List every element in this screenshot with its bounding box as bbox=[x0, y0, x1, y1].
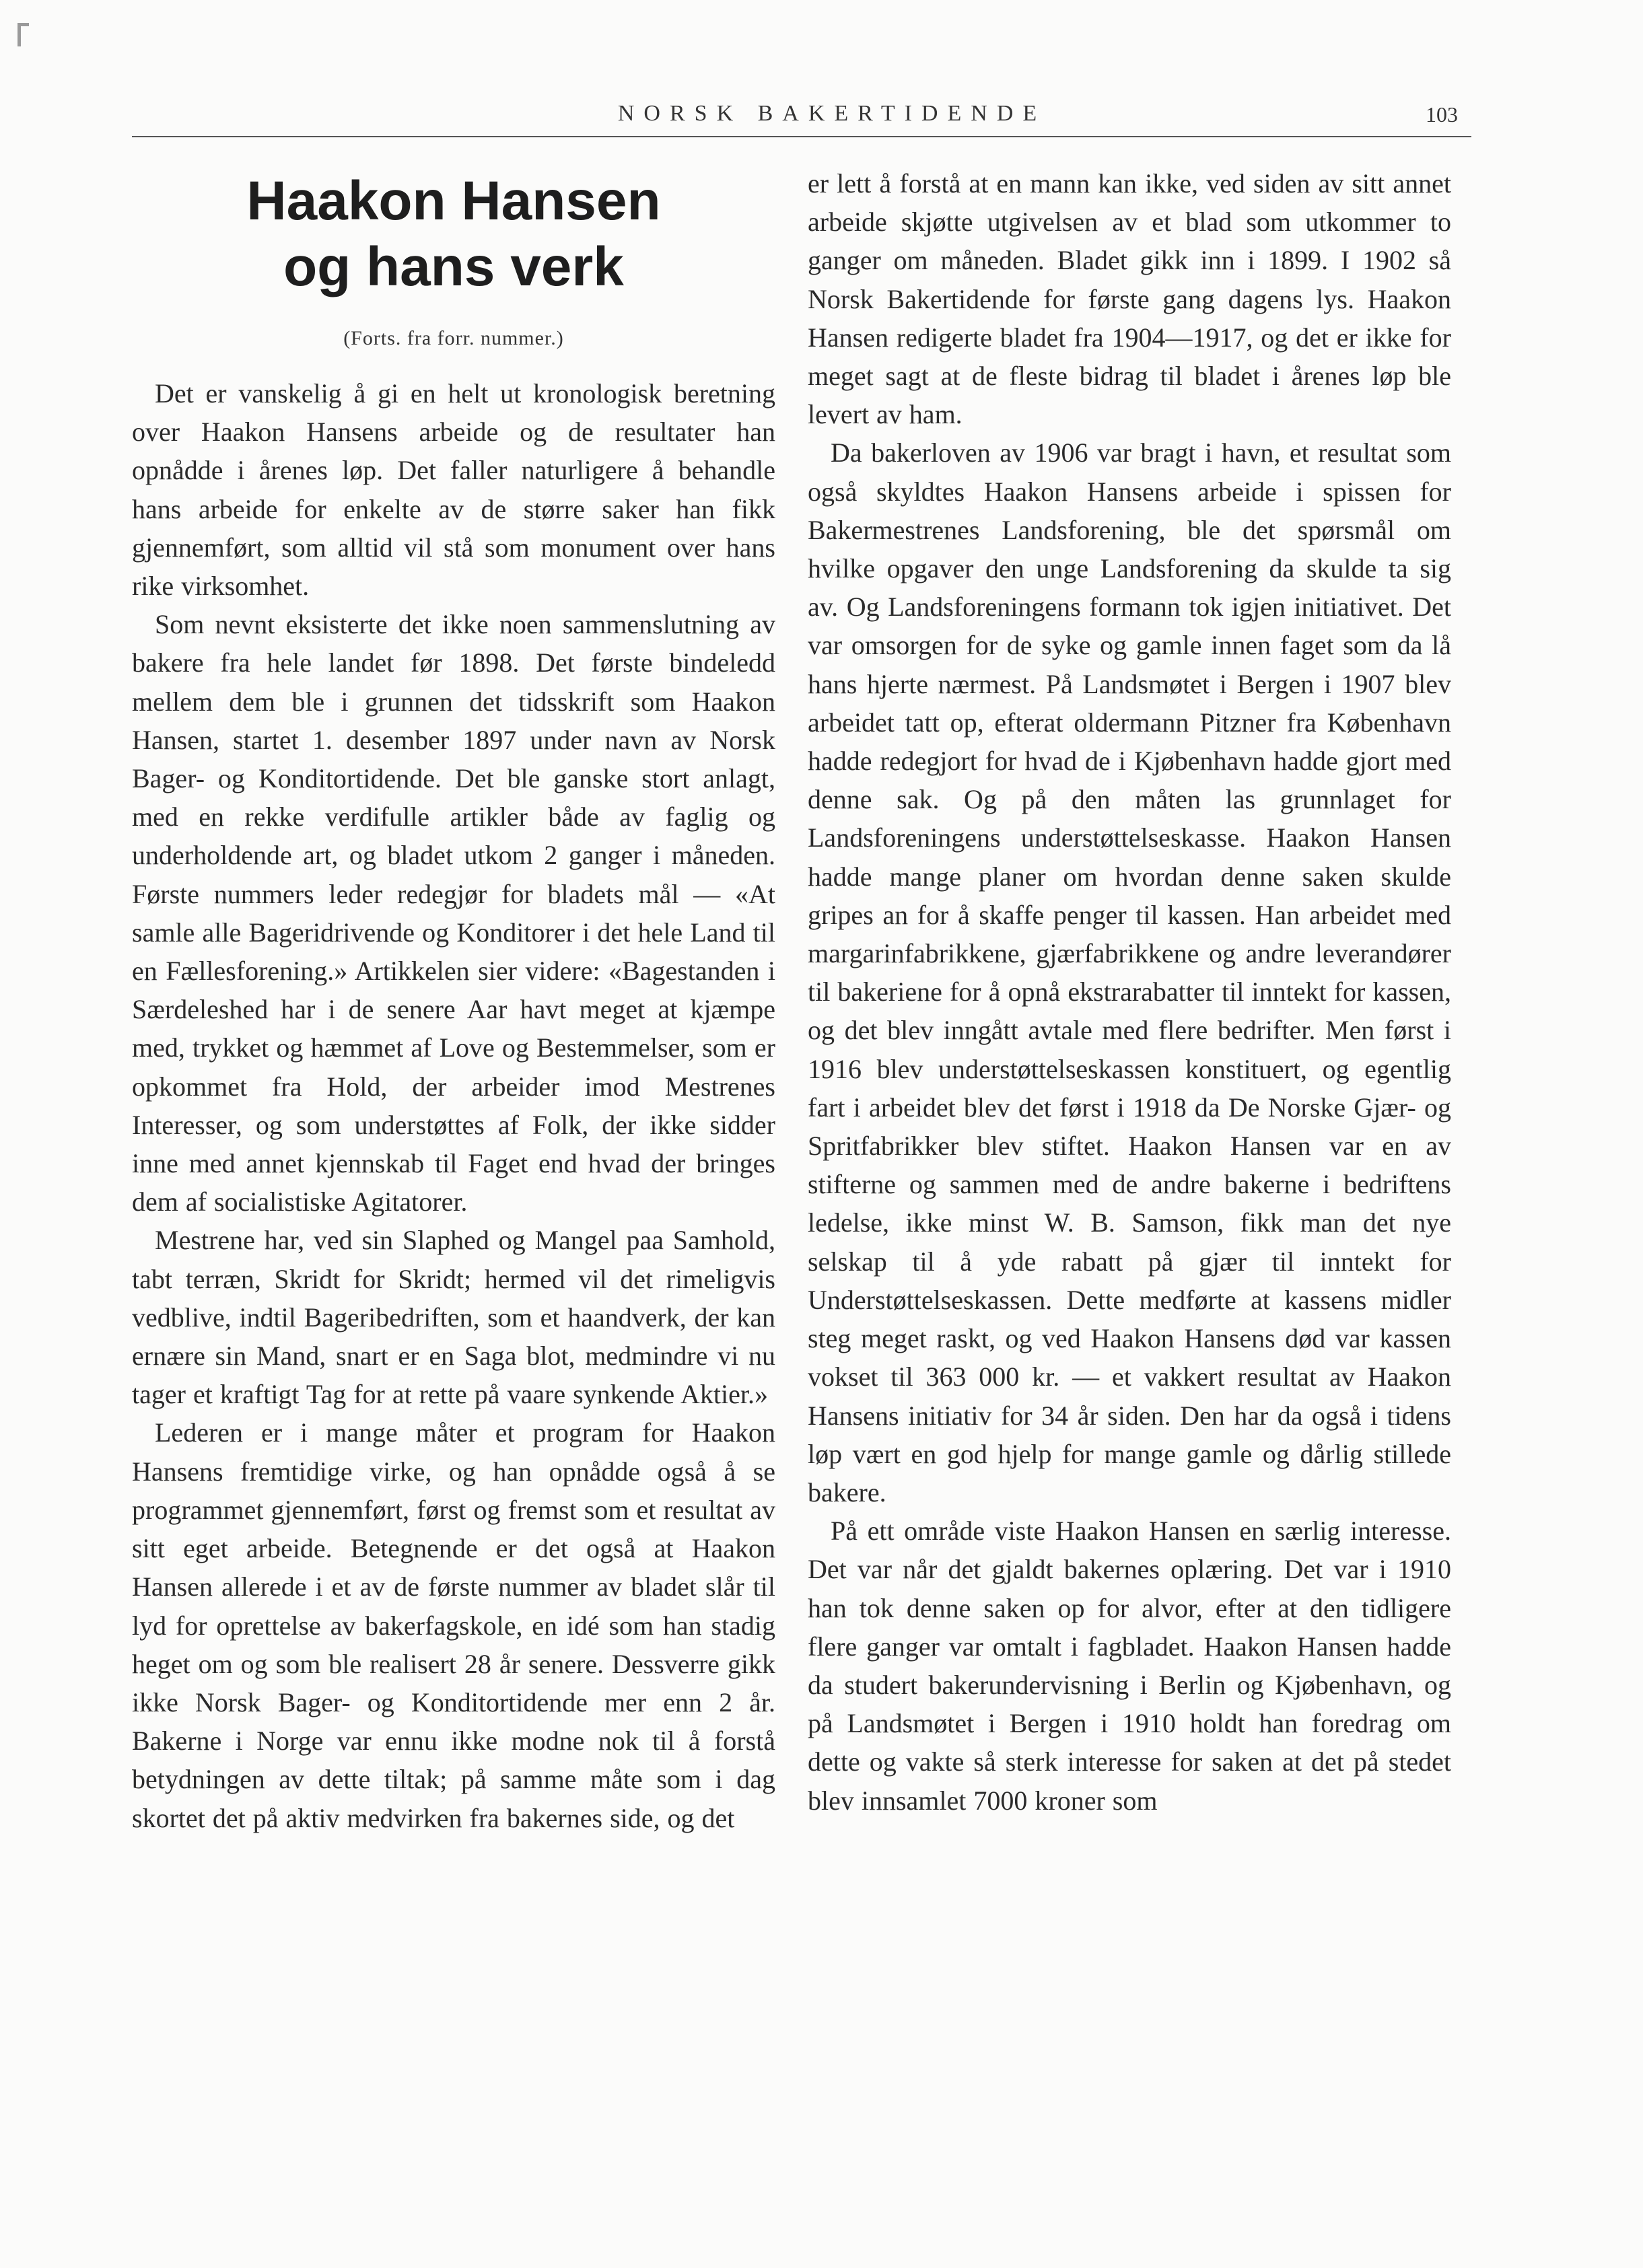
paragraph: På ett område viste Haakon Hansen en særlig interesse. Det var når det gjaldt bakernes oplæring. Det var i 1910 han tok denne saken op for alvor, efter at den tidligere flere ganger var omtalt i fagbladet. Haakon Hansen hadde da studert bakerundervisning i Berlin og Kjøbenhavn, og på Landsmøtet i Bergen i 1910 holdt han foredrag om dette og vakte så sterk interesse for saken at det på stedet blev innsamlet 7000 kroner som bbox=[808, 1516, 1451, 1816]
header-rule bbox=[132, 136, 1471, 137]
paragraph: Mestrene har, ved sin Slaphed og Mangel paa Samhold, tabt terræn, Skridt for Skridt; hermed vil det rimeligvis vedblive, indtil Bageribedriften, som et haandverk, der kan ernære sin Mand, snart er en Saga blot, medmindre vi nu tager et kraftigt Tag for at rette på vaare synkende Aktier.» bbox=[132, 1225, 775, 1410]
right-column bbox=[808, 164, 1451, 1820]
running-header bbox=[132, 101, 1478, 141]
paragraph: Da bakerloven av 1906 var bragt i havn, et resultat som også skyldtes Haakon Hansens arbeide i spissen for Bakermestrenes Landsforening, ble det spørsmål om hvilke opgaver den unge Landsforening da skulde ta sig av. Og Landsforeningens formann tok igjen initiativet. Det var omsorgen for de syke og gamle innen faget som da lå hans hjerte nærmest. På Landsmøtet i Bergen i 1907 blev arbeidet tatt op, efterat oldermann Pitzner fra København hadde redegjort for hvad de i Kjøbenhavn hadde gjort med denne sak. Og på den måten las grunnlaget for Landsforeningens understøttelseskasse. Haakon Hansen hadde mange planer om hvordan denne saken skulde gripes an for å skaffe penger til kassen. Han arbeidet med margarinfabrikkene, gjærfabrikkene og andre leverandører til bakeriene for å opnå ekstrarabatter til inntekt for kassen, og det blev inngått avtale med flere bedrifter. Men først i 1916 blev understøttelseskassen konstituert, og egentlig fart i arbeidet blev det først i 1918 da De Norske Gjær- og Spritfabrikker blev stiftet. Haakon Hansen var en av stifterne og sammen med de andre bakerne i bedriftens ledelse, ikke minst W. B. Samson, fikk man det nye selskap til å yde rabatt på gjær til inntekt for Understøttelseskassen. Dette medførte at kassens midler steg meget raskt, og ved Haakon Hansens død var kassen vokset til 363 000 kr. — et vakkert resultat av Haakon Hansens initiativ for 34 år siden. Den har da også i tidens løp vært en god hjelp for mange gamle og dårlig stillede bakere. bbox=[808, 437, 1451, 1508]
paragraph: Som nevnt eksisterte det ikke noen sammenslutning av bakere fra hele landet før 1898. Det første bindeledd mellem dem ble i grunnen det tidsskrift som Haakon Hansen, startet 1. desember 1897 under navn av Norsk Bager- og Konditortidende. Det ble ganske stort anlagt, med en rekke verdifulle artikler både av faglig og underholdende art, og bladet utkom 2 ganger i måneden. Første nummers leder redegjør for bladets mål — «At samle alle Bageridrivende og Konditorer i det hele Land til en Fællesforening.» Artikkelen sier videre: «Bagestanden i Særdeleshed har i de senere Aar havt meget at kjæmpe med, trykket og hæmmet af Love og Bestemmelser, som er opkommet fra Hold, der arbeider imod Mestrenes Interesser, og som understøttes af Folk, der ikke sidder inne med annet kjennskab til Faget end hvad der bringes dem af socialistiske Agitatorer. bbox=[132, 609, 775, 1217]
article-title bbox=[132, 168, 775, 300]
left-column bbox=[132, 168, 775, 1837]
page-number: 103 bbox=[1426, 102, 1458, 127]
scan-corner-mark bbox=[18, 23, 29, 46]
title-line-1: Haakon Hansen bbox=[246, 170, 661, 232]
paragraph: Lederen er i mange måter et program for Haakon Hansens fremtidige virke, og han opnådde også å se programmet gjennemført, først og fremst som et resultat av sitt eget arbeide. Betegnende er det også at Haakon Hansen allerede i et av de første nummer av bladet slår til lyd for oprettelse av bakerfagskole, en idé som han stadig heget om og som ble realisert 28 år senere. Dessverre gikk ikke Norsk Bager- og Konditortidende mer enn 2 år. Bakerne i Norge var ennu ikke modne nok til å forstå betydningen av dette tiltak; på samme måte som i dag skortet det på aktiv medvirken fra bakernes side, og det bbox=[132, 1417, 775, 1833]
paragraph: er lett å forstå at en mann kan ikke, ved siden av sitt annet arbeide skjøtte utgivelsen av et blad som utkommer to ganger om måneden. Bladet gikk inn i 1899. I 1902 så Norsk Bakertidende for første gang dagens lys. Haakon Hansen redigerte bladet fra 1904—1917, og det er ikke for meget sagt at de fleste bidrag til bladet i årenes løp ble levert av ham. bbox=[808, 168, 1451, 430]
publication-title: NORSK BAKERTIDENDE bbox=[617, 101, 1047, 126]
paragraph: Det er vanskelig å gi en helt ut kronologisk beretning over Haakon Hansens arbeide og de resultater han opnådde i årenes løp. Det faller naturligere å behandle hans arbeide for enkelte av de større saker han fikk gjennemført, som alltid vil stå som monument over hans rike virksomhet. bbox=[132, 378, 775, 602]
title-line-2: og hans verk bbox=[283, 236, 624, 297]
article-subtitle: (Forts. fra forr. nummer.) bbox=[343, 327, 564, 349]
